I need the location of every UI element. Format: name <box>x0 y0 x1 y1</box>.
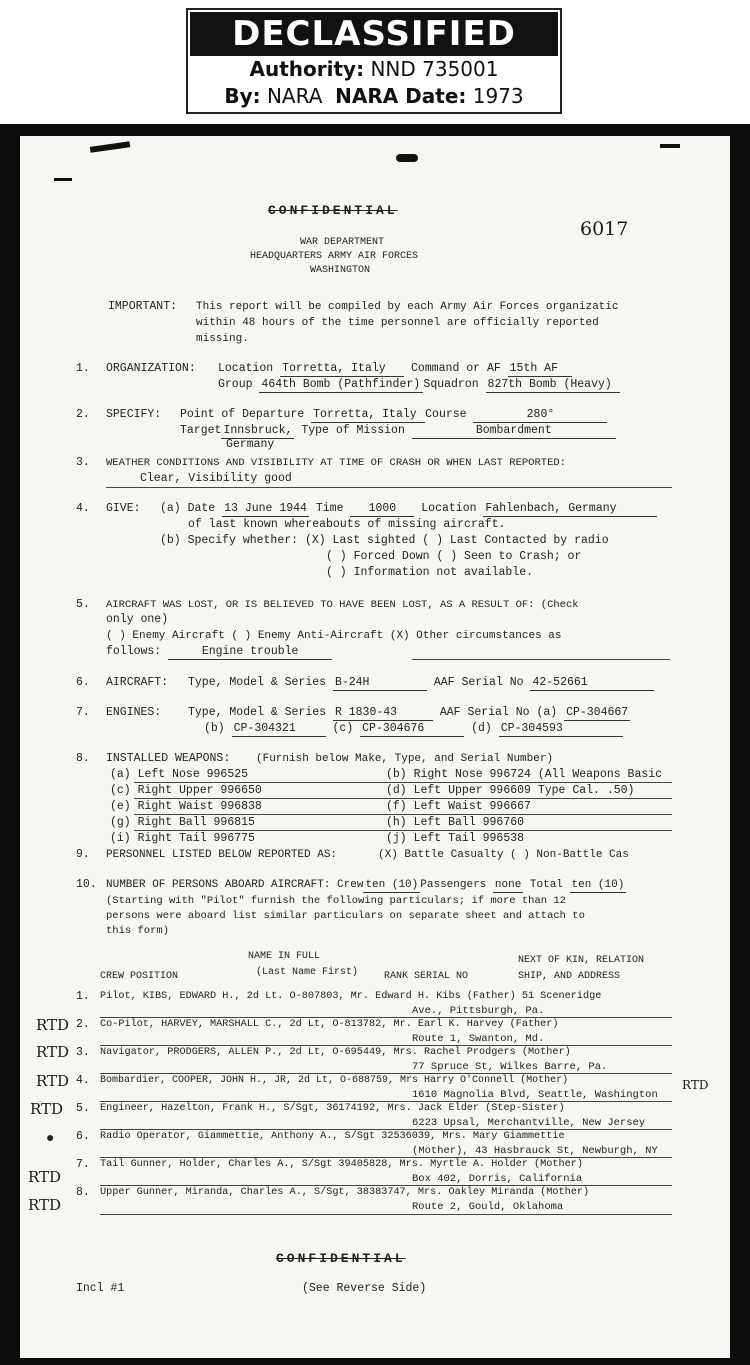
s5-underline <box>412 659 670 660</box>
crew-bullet-6: ● <box>46 1131 55 1147</box>
weapons-rule-4 <box>134 830 672 831</box>
engine-d-label: (d) <box>471 722 492 735</box>
rtd-mark: RTD <box>28 1168 62 1186</box>
crew-addr-2: Route 1, Swanton, Md. <box>412 1033 545 1045</box>
s4-line-4 <box>326 550 581 564</box>
total-count: ten (10) <box>571 879 625 891</box>
scanned-document <box>0 124 750 1365</box>
s4-location-value: Fahlenbach, Germany <box>483 502 657 517</box>
weapon-d: (d) Left Upper 996609 Type Cal. .50) <box>386 784 635 797</box>
important-line-2: within 48 hours of the time personnel are officially reported <box>196 317 599 329</box>
scan-blemish <box>54 178 72 181</box>
s10-number: 10. <box>76 878 97 891</box>
crew-rule <box>100 1073 672 1074</box>
s3-label: WEATHER CONDITIONS AND VISIBILITY AT TIME OF CRASH OR WHEN LAST REPORTED: <box>106 457 566 469</box>
target-value: Innsbruck, <box>223 424 293 437</box>
engine-c-label: (c) <box>332 722 354 735</box>
crew-rule <box>100 1157 672 1158</box>
weapon-i: (i) Right Tail 996775 <box>110 832 255 845</box>
stamp-date-label: NARA Date: <box>335 84 467 108</box>
s2-label: SPECIFY: <box>106 408 162 421</box>
crew-row-2: Co-Pilot, HARVEY, MARSHALL C., 2d Lt, O-813782, Mr. Earl K. Harvey (Father) <box>100 1019 559 1030</box>
s3-number: 3. <box>76 456 90 469</box>
s1-label: ORGANIZATION: <box>106 362 196 375</box>
s5-line-2: only one) <box>106 613 169 626</box>
crew-addr-6: (Mother), 43 Hasbrauck St, Newburgh, NY <box>412 1145 658 1157</box>
crew-row-5: Engineer, Hazelton, Frank H., S/Sgt, 36174192, Mrs. Jack Elder (Step-Sister) <box>100 1103 565 1114</box>
weapon-e: (e) Right Waist 996838 <box>110 800 262 813</box>
crew-num-1: 1. <box>76 990 90 1003</box>
header-address: SHIP, AND ADDRESS <box>518 971 621 982</box>
time-label: Time <box>315 502 344 515</box>
enclosure-label: Incl #1 <box>76 1282 125 1295</box>
stamp-authority-label: Authority: <box>249 57 365 81</box>
course-value: 280° <box>473 408 607 423</box>
s7-number: 7. <box>76 706 90 719</box>
command-label: Command or AF <box>411 362 501 375</box>
time-value: 1000 <box>350 502 414 517</box>
s5-number: 5. <box>76 598 90 611</box>
rtd-mark-bombardier-right: RTD <box>682 1078 709 1092</box>
engine-d: CP-304593 <box>499 722 623 737</box>
crew-addr-8: Route 2, Gould, Oklahoma <box>412 1201 564 1213</box>
rtd-mark: RTD <box>30 1100 64 1118</box>
target-country: Germany <box>226 438 275 451</box>
s6-line <box>188 676 654 691</box>
header-line-1: WAR DEPARTMENT <box>300 237 385 248</box>
passengers-count: none <box>494 879 522 891</box>
classification-header: CONFIDENTIAL <box>268 203 398 218</box>
stamp-date-value: 1973 <box>472 84 524 108</box>
opt-last-contacted: ( ) Last Contacted by radio <box>422 534 609 547</box>
s4-line-2: of last known whereabouts of missing aircraft. <box>188 518 506 531</box>
engine-type-value: R 1830-43 <box>333 706 433 721</box>
header-rank-serial: RANK SERIAL NO <box>384 971 469 982</box>
s9-label: PERSONNEL LISTED BELOW REPORTED AS: <box>106 849 338 861</box>
mission-value: Bombardment <box>412 424 616 439</box>
crew-count: ten (10) <box>365 879 419 891</box>
mission-label: Type of Mission <box>301 424 405 437</box>
location-value: Torretta, Italy <box>280 362 404 377</box>
crew-rule <box>100 1045 672 1046</box>
s5-line-3: ( ) Enemy Aircraft ( ) Enemy Anti-Aircraft (X) Other circumstances as <box>106 630 562 642</box>
follows-value: Engine trouble <box>168 645 332 660</box>
crew-num-6: 6. <box>76 1130 90 1143</box>
weapon-c: (c) Right Upper 996650 <box>110 784 262 797</box>
scan-blemish <box>90 141 130 153</box>
s10-line-3: persons were aboard list similar particulars on separate sheet and attach to <box>106 910 585 922</box>
crew-num-8: 8. <box>76 1186 90 1199</box>
stamp-authority <box>188 56 560 83</box>
s1-line-2 <box>218 378 620 393</box>
date-label: (a) Date <box>160 502 216 515</box>
weapon-a: (a) Left Nose 996525 <box>110 768 249 781</box>
document-number: 6017 <box>580 218 629 240</box>
departure-label: Point of Departure <box>180 408 305 421</box>
s8-hint: (Furnish below Make, Type, and Serial Number) <box>256 753 554 765</box>
weapon-j: (j) Left Tail 996538 <box>386 832 525 845</box>
opt-info-not-available: ( ) Information not available. <box>326 566 534 579</box>
s2-line-2 <box>180 424 616 439</box>
s7-line-2 <box>204 722 623 737</box>
weapons-rule-3 <box>134 814 672 815</box>
s10-line-2: (Starting with "Pilot" furnish the following particulars; if more than 12 <box>106 895 566 907</box>
s10-label: NUMBER OF PERSONS ABOARD AIRCRAFT: <box>106 879 331 891</box>
engine-c: CP-304676 <box>360 722 464 737</box>
crew-num-5: 5. <box>76 1102 90 1115</box>
header-next-of-kin: NEXT OF KIN, RELATION <box>518 955 645 966</box>
engine-b-label: (b) <box>204 722 225 735</box>
crew-num-2: 2. <box>76 1018 90 1031</box>
s7-line-1 <box>188 706 630 721</box>
specify-label: (b) Specify whether: <box>160 534 299 547</box>
s4-location-label: Location <box>421 502 477 515</box>
aircraft-serial-value: 42-52661 <box>530 676 654 691</box>
s4-number: 4. <box>76 502 90 515</box>
crew-addr-1: Ave., Pittsburgh, Pa. <box>412 1005 545 1017</box>
command-value: 15th AF <box>508 362 572 377</box>
important-label: IMPORTANT: <box>108 300 178 313</box>
squadron-value: 827th Bomb (Heavy) <box>486 378 620 393</box>
stamp-title: DECLASSIFIED <box>190 12 558 56</box>
scan-blemish <box>660 144 680 148</box>
s4-line-3 <box>160 534 609 548</box>
s6-label: AIRCRAFT: <box>106 676 169 689</box>
s2-number: 2. <box>76 408 90 421</box>
important-line-1: This report will be compiled by each Army Air Forces organizatic <box>196 301 619 313</box>
group-value: 464th Bomb (Pathfinder) <box>259 378 423 393</box>
s5-line-1: AIRCRAFT WAS LOST, OR IS BELIEVED TO HAVE BEEN LOST, AS A RESULT OF: (Check <box>106 599 579 611</box>
header-crew-position: CREW POSITION <box>100 971 179 982</box>
date-value: 13 June 1944 <box>224 502 307 515</box>
crew-rule <box>100 1185 672 1186</box>
scan-blemish <box>396 154 418 162</box>
stamp-by <box>188 83 560 110</box>
weather-underline <box>106 487 672 488</box>
aircraft-serial-label: AAF Serial No <box>433 676 524 689</box>
departure-value: Torretta, Italy <box>311 408 425 423</box>
crew-row-8: Upper Gunner, Miranda, Charles A., S/Sgt, 38383747, Mrs. Oakley Miranda (Mother) <box>100 1187 590 1198</box>
crew-row-4: Bombardier, COOPER, JOHN H., JR, 2d Lt, O-688759, Mrs Harry O'Connell (Mother) <box>100 1075 569 1086</box>
engine-type-label: Type, Model & Series <box>188 706 327 719</box>
engine-a: CP-304667 <box>566 706 629 719</box>
declassified-stamp <box>186 8 562 114</box>
s8-number: 8. <box>76 752 90 765</box>
squadron-label: Squadron <box>423 378 479 391</box>
rtd-mark: RTD <box>28 1196 62 1214</box>
weapon-g: (g) Right Ball 996815 <box>110 816 255 829</box>
location-label: Location <box>218 362 274 375</box>
important-line-3: missing. <box>196 333 249 345</box>
crew-num-3: 3. <box>76 1046 90 1059</box>
weapons-rule-1 <box>134 782 672 783</box>
crew-label: Crew <box>337 879 364 891</box>
crew-addr-3: 77 Spruce St, Wilkes Barre, Pa. <box>412 1061 608 1073</box>
s9-number: 9. <box>76 848 90 861</box>
crew-rule <box>100 1101 672 1102</box>
s9-value: (X) Battle Casualty ( ) Non-Battle Cas <box>378 849 629 861</box>
s1-number: 1. <box>76 362 90 375</box>
crew-addr-4: 1610 Magnolia Blvd, Seattle, Washington <box>412 1089 658 1101</box>
course-label: Course <box>425 408 467 421</box>
opt-seen-to-crash: ( ) Seen to Crash; or <box>436 550 582 563</box>
weapon-b: (b) Right Nose 996724 (All Weapons Basic <box>386 768 663 781</box>
weapon-f: (f) Left Waist 996667 <box>386 800 531 813</box>
stamp-by-label: By: <box>224 84 261 108</box>
opt-last-sighted: (X) Last sighted <box>304 534 416 547</box>
opt-forced-down: ( ) Forced Down <box>326 550 430 563</box>
s4-label: GIVE: <box>106 502 141 515</box>
stamp-by-value: NARA <box>266 84 323 108</box>
crew-rule <box>100 1214 672 1215</box>
total-label: Total <box>529 879 563 891</box>
crew-addr-5: 6223 Upsal, Merchantville, New Jersey <box>412 1117 646 1129</box>
s2-line-1 <box>180 408 607 423</box>
document-page <box>20 136 730 1358</box>
header-line-3: WASHINGTON <box>310 265 371 276</box>
header-last-name-first: (Last Name First) <box>256 967 359 978</box>
crew-row-1: Pilot, KIBS, EDWARD H., 2d Lt. O-807803, Mr. Edward H. Kibs (Father) 51 Sceneridge <box>100 991 602 1002</box>
group-label: Group <box>218 378 253 391</box>
engine-serial-label: AAF Serial No (a) <box>439 706 558 719</box>
crew-rule <box>100 1017 672 1018</box>
aircraft-type-label: Type, Model & Series <box>188 676 327 689</box>
crew-addr-7: Box 402, Dorris, California <box>412 1173 583 1185</box>
s6-number: 6. <box>76 676 90 689</box>
weapon-h: (h) Left Ball 996760 <box>386 816 525 829</box>
header-line-2: HEADQUARTERS ARMY AIR FORCES <box>250 251 419 262</box>
s7-label: ENGINES: <box>106 706 162 719</box>
rtd-mark: RTD <box>36 1043 70 1061</box>
weather-value: Clear, Visibility good <box>140 472 292 485</box>
follows-label: follows: <box>106 645 162 658</box>
s10-line-1 <box>106 878 626 893</box>
crew-row-6: Radio Operator, Giammettie, Anthony A., S/Sgt 32536039, Mrs. Mary Giammettie <box>100 1131 565 1142</box>
s8-label: INSTALLED WEAPONS: <box>106 752 231 765</box>
rtd-mark: RTD <box>36 1072 70 1090</box>
see-reverse-note: (See Reverse Side) <box>302 1282 427 1295</box>
s10-line-4: this form) <box>106 925 170 937</box>
rtd-mark: RTD <box>36 1016 70 1034</box>
passengers-label: Passengers <box>420 879 487 891</box>
crew-num-7: 7. <box>76 1158 90 1171</box>
classification-footer: CONFIDENTIAL <box>276 1251 406 1266</box>
target-label: Target <box>180 424 222 437</box>
crew-rule <box>100 1129 672 1130</box>
aircraft-type-value: B-24H <box>333 676 427 691</box>
stamp-authority-value: NND 735001 <box>370 57 499 81</box>
crew-row-3: Navigator, PRODGERS, ALLEN P., 2d Lt, O-695449, Mrs. Rachel Prodgers (Mother) <box>100 1047 571 1058</box>
s5-line-4 <box>106 645 332 660</box>
header-name-full: NAME IN FULL <box>248 951 321 962</box>
s1-line-1 <box>218 362 572 377</box>
s4-line-1 <box>160 502 657 517</box>
weapons-rule-2 <box>134 798 672 799</box>
engine-b: CP-304321 <box>232 722 326 737</box>
crew-row-7: Tail Gunner, Holder, Charles A., S/Sgt 39405828, Mrs. Myrtle A. Holder (Mother) <box>100 1159 583 1170</box>
crew-num-4: 4. <box>76 1074 90 1087</box>
